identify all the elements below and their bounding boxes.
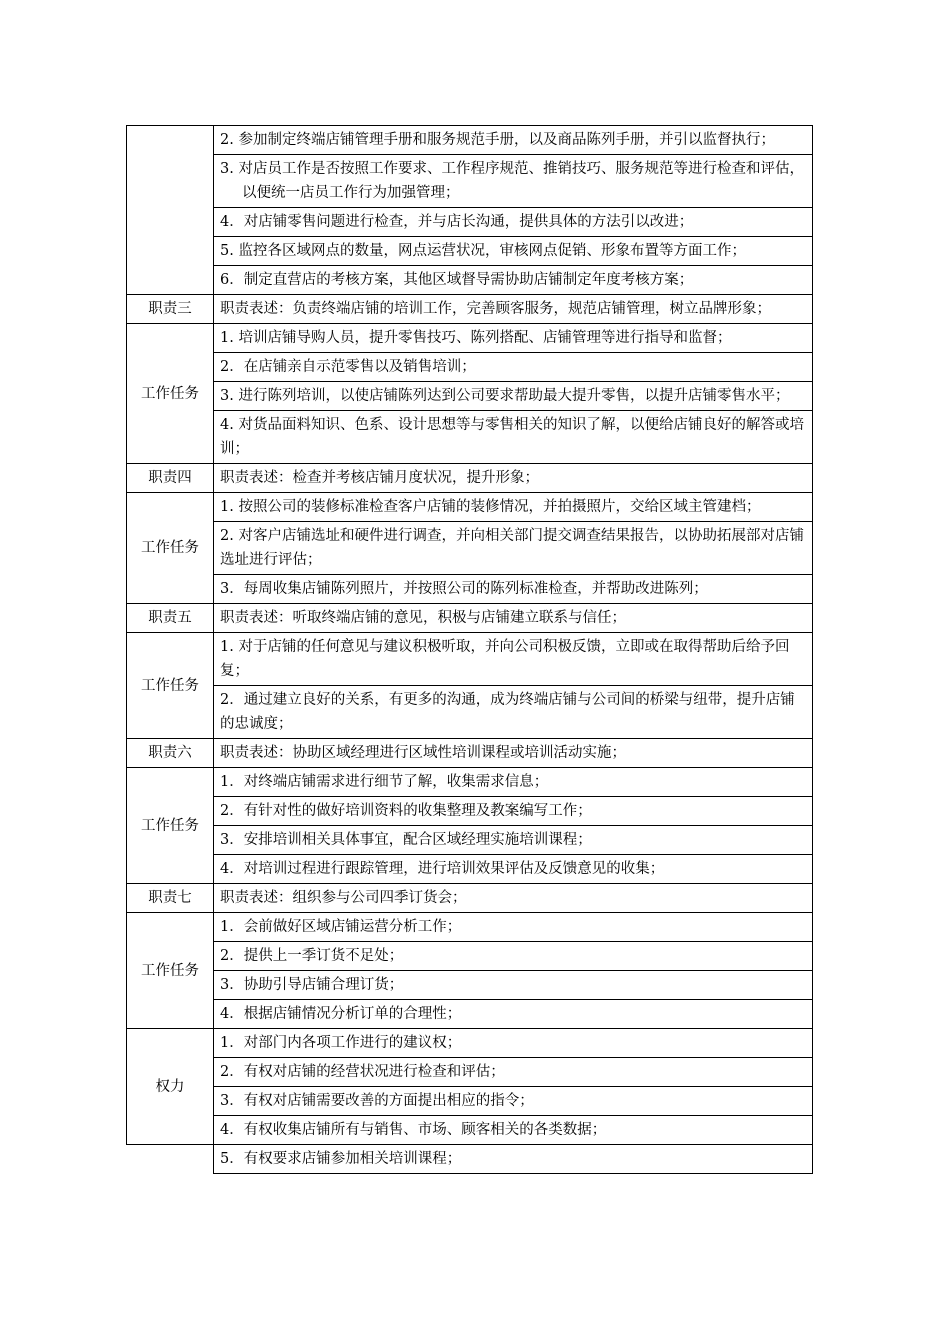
duty-description: 职责表述：听取终端店铺的意见，积极与店铺建立联系与信任；	[214, 604, 813, 633]
table-row	[127, 237, 813, 266]
duty-row	[127, 739, 813, 768]
task-item: 1. 按照公司的装修标准检查客户店铺的装修情况，并拍摄照片，交给区域主管建档；	[214, 493, 813, 522]
table-row	[127, 855, 813, 884]
table-row	[127, 1058, 813, 1087]
task-item: 4．对培训过程进行跟踪管理，进行培训效果评估及反馈意见的收集；	[214, 855, 813, 884]
duty-row	[127, 295, 813, 324]
duty-row	[127, 464, 813, 493]
task-item: 1. 对于店铺的任何意见与建议积极听取，并向公司积极反馈，立即或在取得帮助后给予回复；	[214, 633, 813, 686]
task-item: 6．制定直营店的考核方案，其他区域督导需协助店铺制定年度考核方案；	[214, 266, 813, 295]
job-duty-table	[126, 125, 813, 1174]
task-item: 3．每周收集店铺陈列照片，并按照公司的陈列标准检查，并帮助改进陈列；	[214, 575, 813, 604]
task-label: 工作任务	[127, 768, 214, 884]
task-label: 工作任务	[127, 493, 214, 604]
duty-label: 职责六	[127, 739, 214, 768]
power-item: 1．对部门内各项工作进行的建议权；	[214, 1029, 813, 1058]
table-row	[127, 353, 813, 382]
table-row	[127, 633, 813, 686]
table-row	[127, 266, 813, 295]
task-label: 工作任务	[127, 324, 214, 464]
power-item: 4．有权收集店铺所有与销售、市场、顾客相关的各类数据；	[214, 1116, 813, 1145]
empty-label-cell	[127, 1145, 214, 1174]
duty-row	[127, 884, 813, 913]
duty-row	[127, 604, 813, 633]
table-row	[127, 575, 813, 604]
task-item: 2. 对客户店铺选址和硬件进行调查，并向相关部门提交调查结果报告，以协助拓展部对店铺选址进行评估；	[214, 522, 813, 575]
table-row	[127, 942, 813, 971]
task-item: 4．对店铺零售问题进行检查，并与店长沟通，提供具体的方法引以改进；	[214, 208, 813, 237]
table-row	[127, 971, 813, 1000]
table-row	[127, 324, 813, 353]
task-item: 2．通过建立良好的关系，有更多的沟通，成为终端店铺与公司间的桥梁与纽带，提升店铺的忠诚度；	[214, 686, 813, 739]
task-item: 1. 培训店铺导购人员，提升零售技巧、陈列搭配、店铺管理等进行指导和监督；	[214, 324, 813, 353]
task-item: 4．根据店铺情况分析订单的合理性；	[214, 1000, 813, 1029]
duty-description: 职责表述：协助区域经理进行区域性培训课程或培训活动实施；	[214, 739, 813, 768]
table-row	[127, 1145, 813, 1174]
task-item: 2．有针对性的做好培训资料的收集整理及教案编写工作；	[214, 797, 813, 826]
table-row	[127, 411, 813, 464]
table-row	[127, 382, 813, 411]
power-item: 5．有权要求店铺参加相关培训课程；	[214, 1145, 813, 1174]
table-row	[127, 126, 813, 155]
table-row	[127, 1087, 813, 1116]
duty-description: 职责表述：检查并考核店铺月度状况，提升形象；	[214, 464, 813, 493]
table-row	[127, 155, 813, 208]
table-row	[127, 493, 813, 522]
task-item: 3．协助引导店铺合理订货；	[214, 971, 813, 1000]
continuation-label-cell	[127, 126, 214, 295]
duty-description: 职责表述：负责终端店铺的培训工作，完善顾客服务，规范店铺管理，树立品牌形象；	[214, 295, 813, 324]
power-item: 3．有权对店铺需要改善的方面提出相应的指令；	[214, 1087, 813, 1116]
task-item: 2．提供上一季订货不足处；	[214, 942, 813, 971]
task-item: 3. 对店员工作是否按照工作要求、工作程序规范、推销技巧、服务规范等进行检查和评估，以便统一店员工作行为加强管理；	[214, 155, 813, 208]
task-item: 1．会前做好区域店铺运营分析工作；	[214, 913, 813, 942]
task-item: 2．在店铺亲自示范零售以及销售培训；	[214, 353, 813, 382]
table-row	[127, 913, 813, 942]
table-row	[127, 1116, 813, 1145]
duty-label: 职责七	[127, 884, 214, 913]
task-item: 5. 监控各区域网点的数量，网点运营状况，审核网点促销、形象布置等方面工作；	[214, 237, 813, 266]
table-row	[127, 1029, 813, 1058]
table-row	[127, 522, 813, 575]
duty-label: 职责三	[127, 295, 214, 324]
task-item: 4. 对货品面料知识、色系、设计思想等与零售相关的知识了解，以便给店铺良好的解答或培训；	[214, 411, 813, 464]
power-label: 权力	[127, 1029, 214, 1145]
task-item: 1．对终端店铺需求进行细节了解，收集需求信息；	[214, 768, 813, 797]
power-item: 2．有权对店铺的经营状况进行检查和评估；	[214, 1058, 813, 1087]
task-item: 2. 参加制定终端店铺管理手册和服务规范手册，以及商品陈列手册，并引以监督执行；	[214, 126, 813, 155]
task-label: 工作任务	[127, 913, 214, 1029]
task-label: 工作任务	[127, 633, 214, 739]
table-row	[127, 208, 813, 237]
table-row	[127, 797, 813, 826]
table-row	[127, 686, 813, 739]
task-item: 3. 进行陈列培训，以使店铺陈列达到公司要求帮助最大提升零售，以提升店铺零售水平；	[214, 382, 813, 411]
duty-description: 职责表述：组织参与公司四季订货会；	[214, 884, 813, 913]
duty-label: 职责五	[127, 604, 214, 633]
table-row	[127, 826, 813, 855]
table-row	[127, 768, 813, 797]
task-item: 3．安排培训相关具体事宜，配合区域经理实施培训课程；	[214, 826, 813, 855]
duty-label: 职责四	[127, 464, 214, 493]
table-row	[127, 1000, 813, 1029]
